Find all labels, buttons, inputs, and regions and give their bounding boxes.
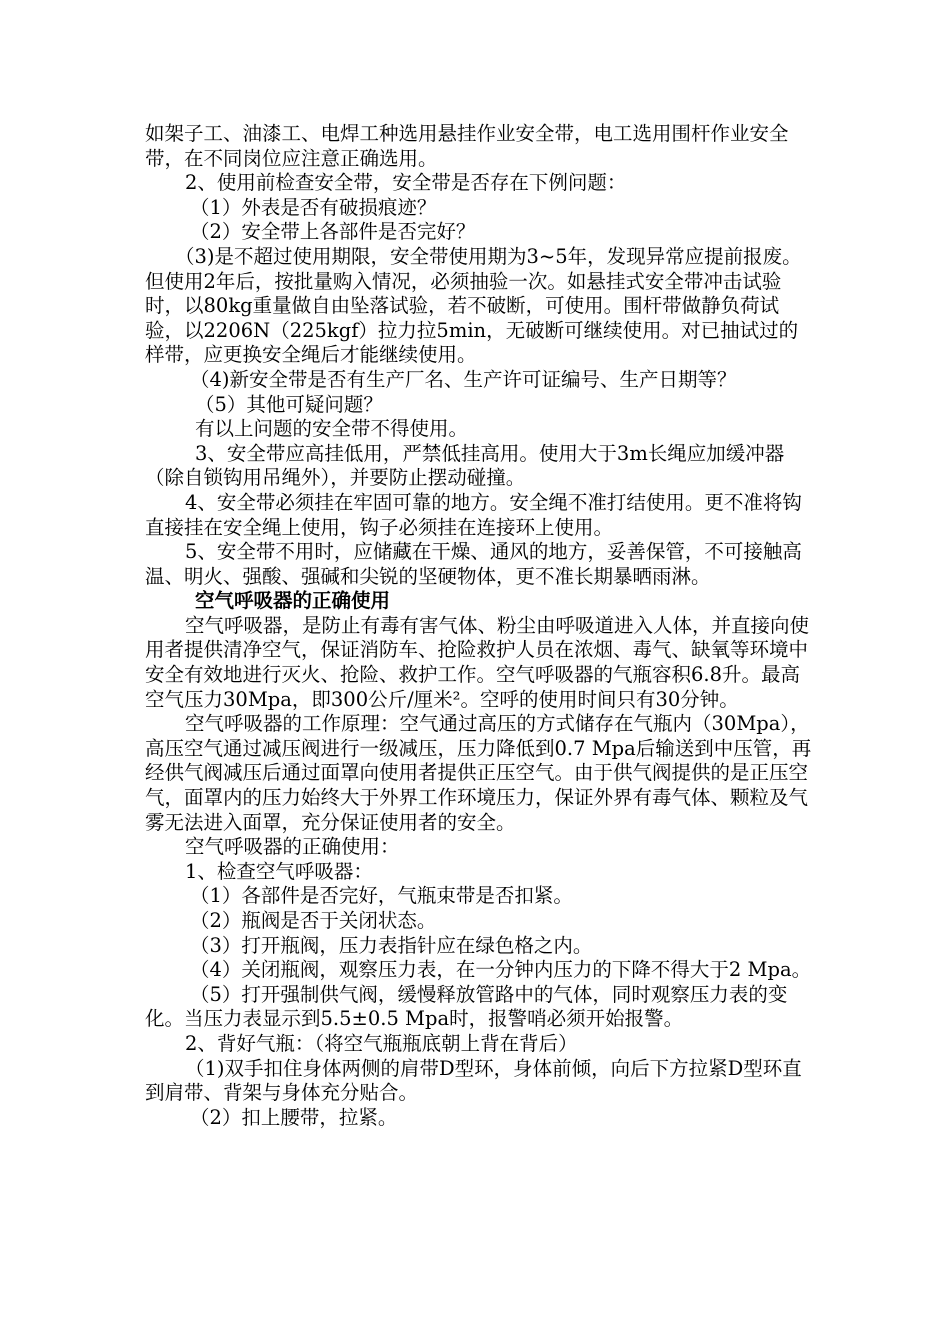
paragraph: （4）关闭瓶阀，观察压力表，在一分钟内压力的下降不得大于2 Mpa。 (190, 958, 812, 982)
paragraph: 空气呼吸器的工作原理：空气通过高压的方式储存在气瓶内（30Mpa），高压空气通过减压阀进行一级减压，压力降低到0.7 Mpa后输送到中压管，再经供气阀减压后通过面罩向使用者提供正压空气。由于供气阀提供的是正压空气，面罩内的压力始终大于外界工作环境压力，保证外界有毒气体、颗粒及气雾无法进入面罩，充分保证使用者的安全。 (145, 712, 812, 834)
paragraph: （2）瓶阀是否于关闭状态。 (190, 909, 437, 932)
paragraph: （5）打开强制供气阀，缓慢释放管路中的气体，同时观察压力表的变化。当压力表显示到5.5±0.5 Mpa时，报警哨必须开始报警。 (145, 982, 788, 1031)
paragraph: （1)双手扣住身体两侧的肩带D型环，身体前倾，向后下方拉紧D型环直到肩带、背架与身体充分贴合。 (145, 1056, 802, 1105)
paragraph: （3）打开瓶阀，压力表指针应在绿色格之内。 (190, 933, 593, 957)
paragraph: 5、安全带不用时，应储藏在干燥、通风的地方，妥善保管，不可接触高温、明火、强酸、强碱和尖锐的坚硬物体，更不准长期暴晒雨淋。 (145, 540, 802, 588)
paragraph: （4)新安全带是否有生产厂名、生产许可证编号、生产日期等？ (190, 367, 737, 391)
paragraph: 如架子工、油漆工、电焊工种选用悬挂作业安全带，电工选用围杆作业安全带，在不同岗位应注意正确选用。 (145, 122, 789, 170)
paragraph: （2）安全带上各部件是否完好？ (190, 220, 476, 244)
paragraph: （2）扣上腰带，拉紧。 (190, 1105, 398, 1129)
paragraph: （3)是不超过使用期限，安全带使用期为3~5年，发现异常应提前报废。但使用2年后，按批量购入情况，必须抽验一次。如悬挂式安全带冲击试验时，以80kg重量做自由坠落试验，若不破断，可使用。围杆带做静负荷试验，以2206N（225kgf）拉力拉5min，无破断可继续使用。对已抽试过的样带，应更换安全绳后才能继续使用。 (145, 244, 802, 367)
paragraph: 3、安全带应高挂低用，严禁低挂高用。使用大于3m长绳应加缓冲器（除自锁钩用吊绳外），并要防止摆动碰撞。 (145, 441, 785, 490)
paragraph: （1）外表是否有破损痕迹？ (190, 195, 437, 219)
paragraph: 2、背好气瓶：（将空气瓶瓶底朝上背在背后） (185, 1031, 578, 1055)
paragraph: 2、使用前检查安全带，安全带是否存在下例问题： (185, 171, 627, 195)
document-body (145, 122, 815, 1130)
paragraph: 空气呼吸器的正确使用： (185, 835, 400, 859)
paragraph: （1）各部件是否完好，气瓶束带是否扣紧。 (190, 884, 573, 908)
paragraph: （5）其他可疑问题？ (195, 392, 383, 416)
paragraph: 空气呼吸器，是防止有毒有害气体、粉尘由呼吸道进入人体，并直接向使用者提供清净空气，保证消防车、抢险救护人员在浓烟、毒气、缺氧等环境中安全有效地进行灭火、抢险、救护工作。空气呼吸器的气瓶容积6.8升。最高空气压力30Mpa，即300公斤/厘米²。空呼的使用时间只有30分钟。 (145, 613, 810, 711)
section-heading: 空气呼吸器的正确使用 (195, 589, 391, 613)
paragraph: 有以上问题的安全带不得使用。 (195, 417, 469, 441)
paragraph: 1、检查空气呼吸器： (185, 859, 373, 883)
paragraph: 4、安全带必须挂在牢固可靠的地方。安全绳不准打结使用。更不准将钩直接挂在安全绳上使用，钩子必须挂在连接环上使用。 (145, 490, 802, 539)
